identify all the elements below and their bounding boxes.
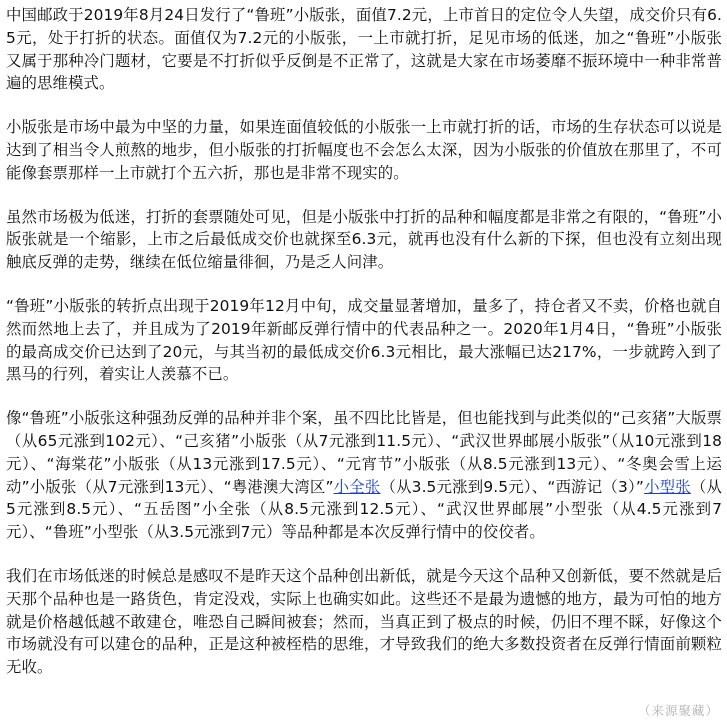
paragraph-5-text-1: 像“鲁班”小版张这种强劲反弹的品种并非个案，虽不四比比皆是，但也能找到与此类似的“己亥猪”大版票（从65元涨到102元）、“己亥猪”小版张（从7元涨到11.5元）、“武汉世界邮展小版张”（从10元涨到18元）、“海棠花”小版张（从13元涨到17.5元）、“元宵节”小版张（从8.5元涨到13元）、“冬奥会雪上运动”小版张（从7元涨到13元）、“粤港澳大湾区” — [6, 409, 722, 496]
paragraph-2: 小版张是市场中最为中坚的力量，如果连面值较低的小版张一上市就打折的话，市场的生存状态可以说是达到了相当令人煎熬的地步，但小版张的打折幅度也不会怎么太深，因为小版张的价值放在那里了，不可能像套票那样一上市就打个五六折，那也是非常不现实的。 — [6, 118, 722, 182]
link-souvenir-sheet[interactable]: 小型张 — [643, 477, 691, 496]
paragraph-5-text-3: （从5元涨到8.5元）、“五岳图”小全张（从8.5元涨到12.5元）、“武汉世界邮展”小型张（从4.5元涨到7元）、“鲁班”小型张（从3.5元涨到7元）等品种都是本次反弹行情中的佼佼者。 — [6, 477, 723, 542]
paragraph-5-text-2: （从3.5元涨到9.5元）、“西游记（3）” — [380, 477, 644, 496]
article-body — [6, 4, 722, 679]
paragraph-1: 中国邮政于2019年8月24日发行了“鲁班”小版张，面值7.2元，上市首日的定位令人失望，成交价只有6.5元，处于打折的状态。面值仅为7.2元的小版张，一上市就打折，足见市场的低迷，加之“鲁班”小版张又属于那种冷门题材，它要是不打折似乎反倒是不正常了，这就是大家在市场萎靡不振环境中一种非常普遍的思维模式。 — [6, 6, 722, 93]
paragraph-4: “鲁班”小版张的转折点出现于2019年12月中旬，成交量显著增加，量多了，持仓者又不卖，价格也就自然而然地上去了，并且成为了2019年新邮反弹行情中的代表品种之一。2020年1月4日，“鲁班”小版张的最高成交价已达到了20元，与其当初的最低成交价6.3元相比，最大涨幅已达217%，一步就跨入到了黑马的行列，着实让人羡慕不已。 — [6, 296, 722, 384]
link-mini-full-sheet[interactable]: 小全张 — [333, 477, 381, 496]
source-attribution: （来源聚藏） — [637, 703, 719, 718]
paragraph-5 — [6, 407, 722, 544]
paragraph-3: 虽然市场极为低迷，打折的套票随处可见，但是小版张中打折的品种和幅度都是非常之有限的，“鲁班”小版张就是一个缩影，上市之后最低成交价也就探至6.3元，就再也没有什么新的下探，但也没有立刻出现触底反弹的走势，继续在低位缩量徘徊，乃是乏人问津。 — [6, 207, 722, 272]
paragraph-6: 我们在市场低迷的时候总是感叹不是昨天这个品种创出新低，就是今天这个品种又创新低，要不然就是后天那个品种也是一路货色，肯定没戏，实际上也确实如此。这些还不是最为遗憾的地方，最为可怕的地方就是价格越低越不敢建仓，唯恐自己瞬间被套；然而，当真正到了极点的时候，仍旧不理不睬，好像这个市场就没有可以建仓的品种，正是这种被桎梏的思维，才导致我们的绝大多数投资者在反弹行情面前颗粒无收。 — [6, 566, 722, 677]
